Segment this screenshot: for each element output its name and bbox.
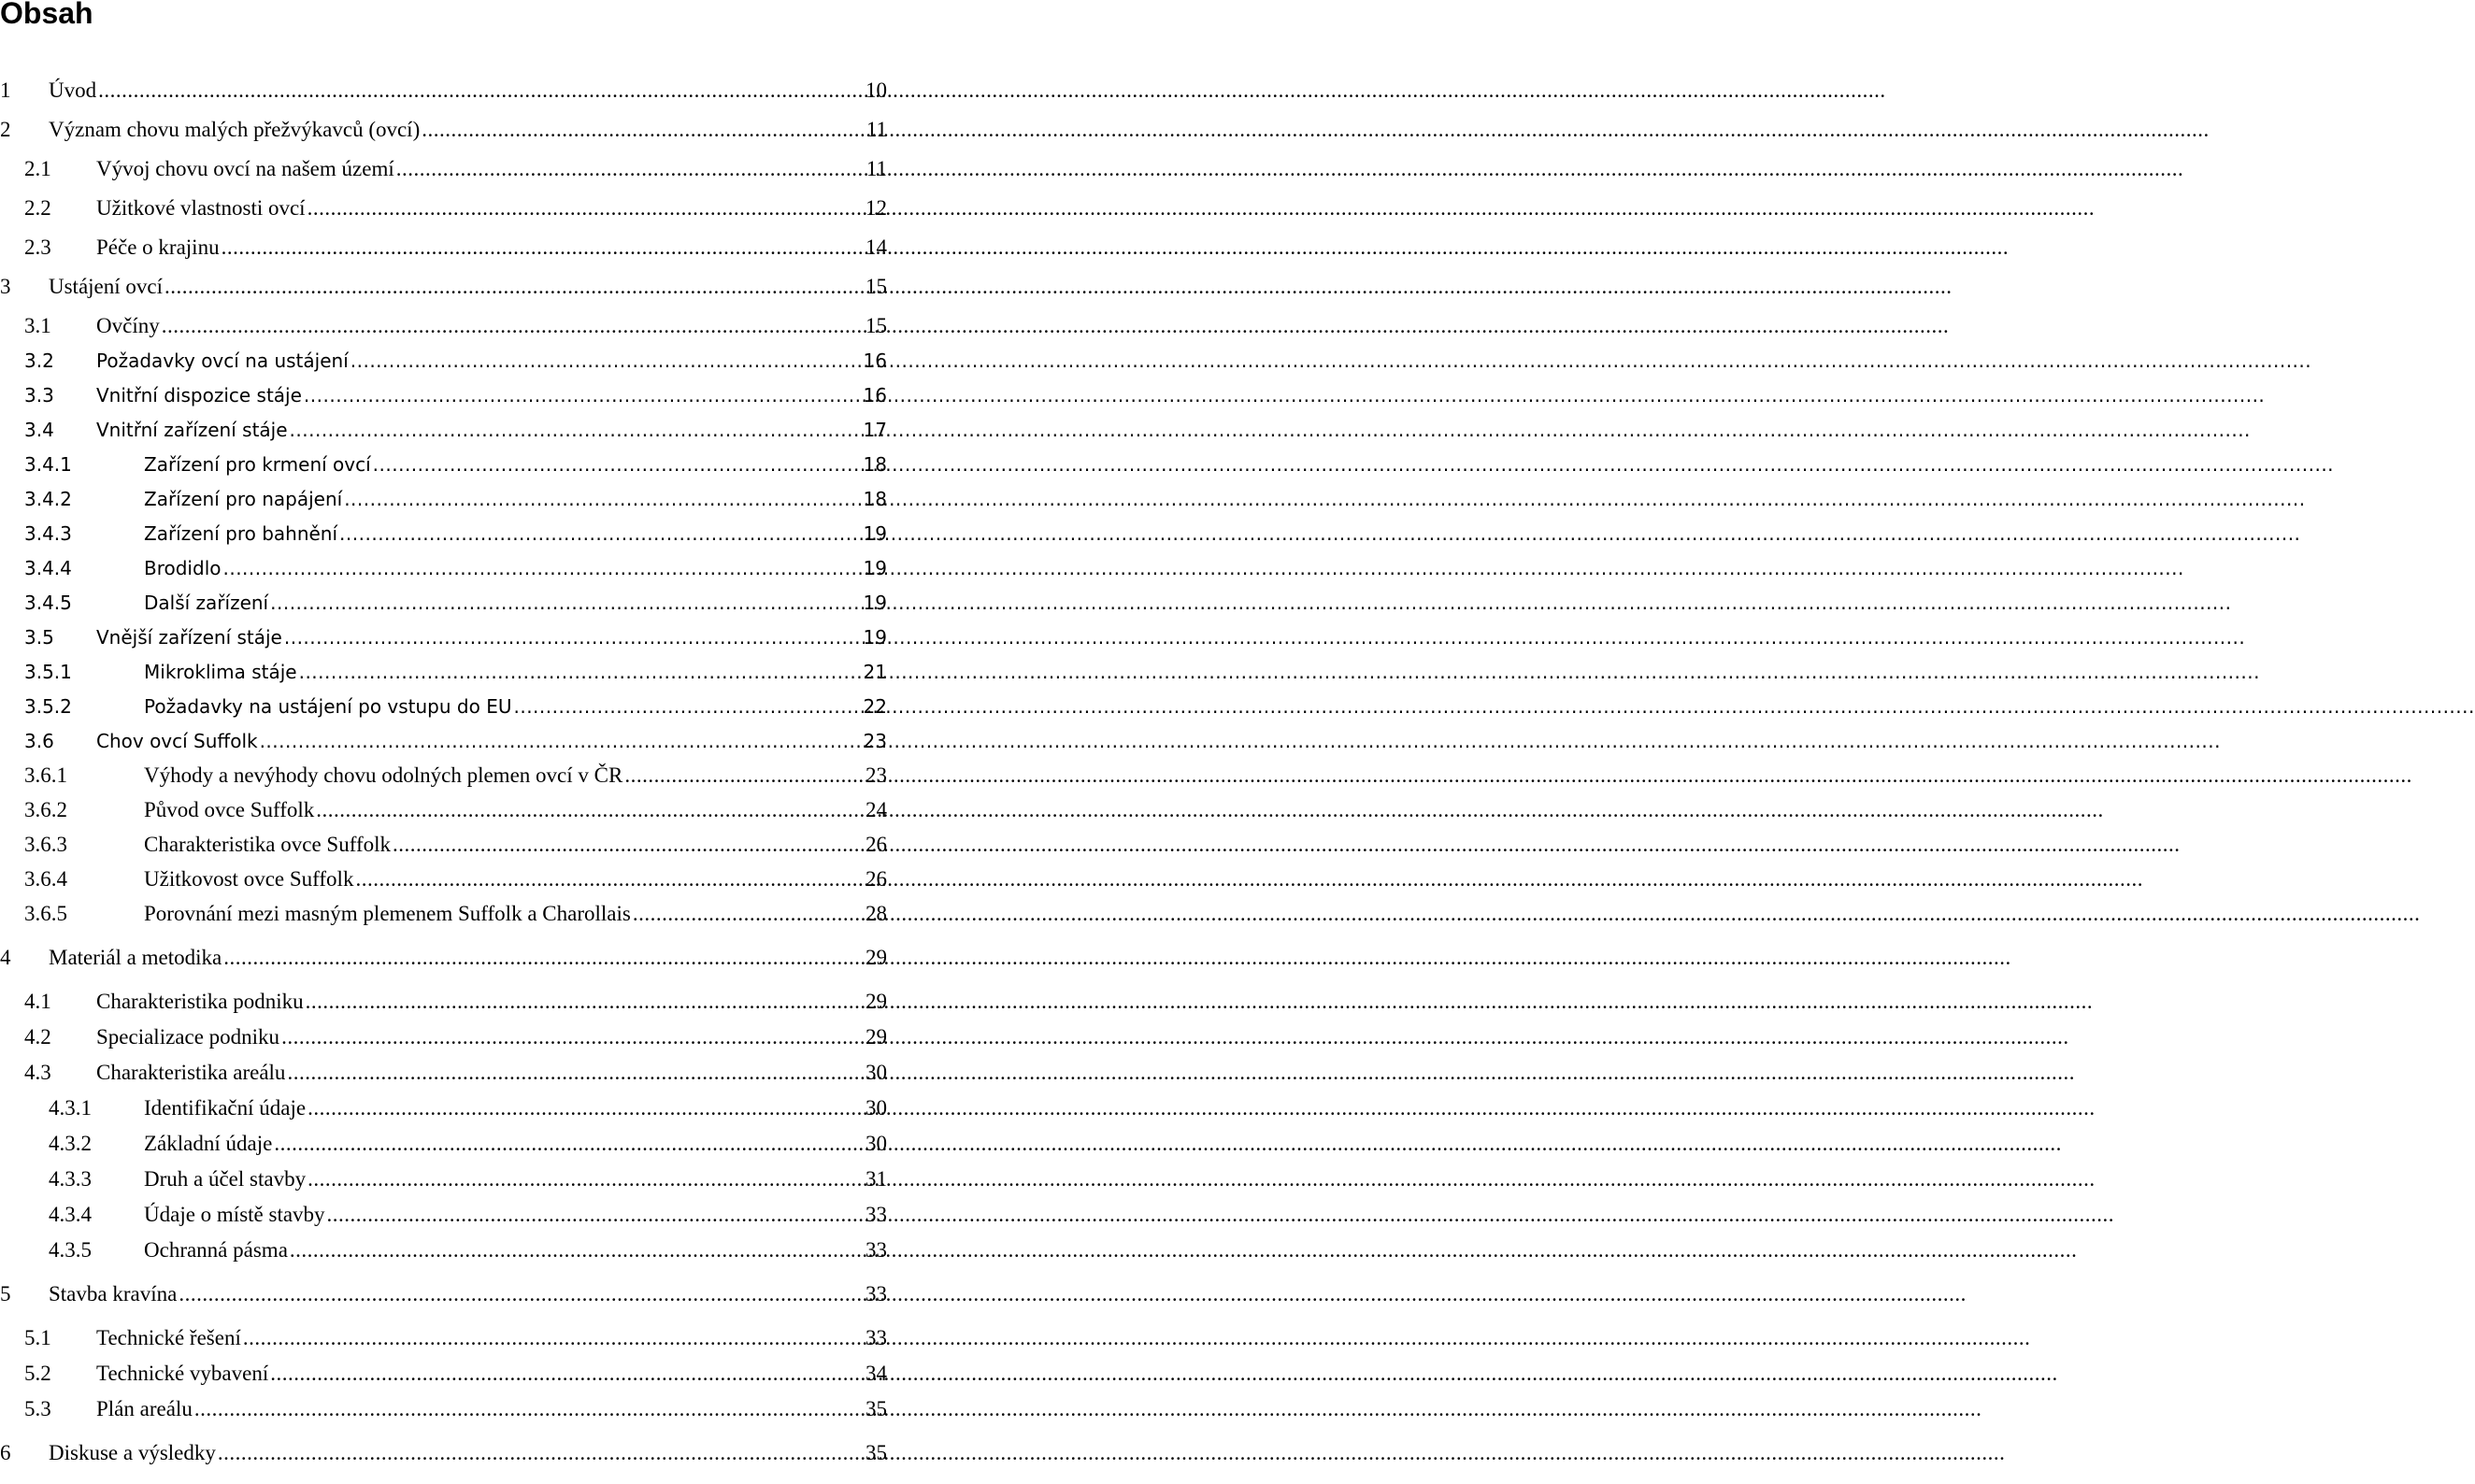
toc-entry-page-number: 29 [866, 946, 887, 969]
toc-entry-title: Chov ovcí Suffolk [96, 730, 258, 752]
dot-leader [290, 416, 861, 444]
toc-entry-title: Vývoj chovu ovcí na našem území [96, 157, 394, 180]
toc-entry[interactable] [0, 347, 887, 375]
dot-leader [222, 234, 863, 262]
toc-entry-number: 3.5.1 [24, 661, 72, 683]
dot-leader [287, 1059, 863, 1087]
toc-entry-title: Stavba kravína [49, 1282, 178, 1306]
dot-leader [290, 1236, 863, 1264]
toc-entry-number: 5.2 [24, 1362, 51, 1385]
dot-leader [513, 692, 860, 721]
toc-entry[interactable] [0, 1059, 887, 1087]
toc-entry-number: 3.1 [24, 314, 51, 337]
toc-entry-page-number: 33 [866, 1326, 887, 1349]
toc-entry[interactable] [0, 1236, 887, 1264]
toc-entry[interactable] [0, 692, 887, 721]
toc-entry-title: Ochranná pásma [144, 1238, 288, 1262]
toc-entry-page-number: 33 [866, 1282, 887, 1306]
toc-entry-number: 3.4.1 [24, 453, 72, 476]
toc-entry-page-number: 26 [866, 867, 887, 891]
toc-entry-title: Ovčíny [96, 314, 160, 337]
toc-entry-title: Úvod [49, 78, 97, 102]
toc-entry[interactable] [0, 1439, 887, 1467]
toc-entry-title: Charakteristika podniku [96, 990, 304, 1013]
toc-entry[interactable] [0, 194, 887, 222]
toc-entry-title: Vnitřní dispozice stáje [96, 384, 302, 407]
toc-entry-title: Diskuse a výsledky [49, 1441, 216, 1464]
dot-leader [393, 831, 863, 859]
toc-entry-title: Zařízení pro napájení [144, 488, 343, 510]
dot-leader [274, 1130, 863, 1158]
toc-entry-page-number: 33 [866, 1238, 887, 1262]
toc-entry[interactable] [0, 1360, 887, 1388]
dot-leader [260, 727, 861, 755]
toc-entry-page-number: 30 [866, 1061, 887, 1084]
toc-entry-number: 3.4.3 [24, 522, 72, 545]
dot-leader [422, 116, 864, 144]
toc-entry-page-number: 22 [863, 695, 887, 718]
dot-leader [327, 1201, 863, 1229]
toc-entry-number: 4.3 [24, 1061, 51, 1084]
toc-entry[interactable] [0, 727, 887, 755]
toc-entry-number: 3.6 [24, 730, 54, 752]
toc-entry-number: 4.2 [24, 1025, 51, 1049]
toc-entry-number: 3.6.1 [24, 763, 67, 787]
toc-entry-page-number: 29 [866, 990, 887, 1013]
toc-entry-page-number: 35 [866, 1441, 887, 1464]
dot-leader [316, 796, 863, 824]
toc-entry[interactable] [0, 450, 887, 478]
toc-entry-title: Identifikační údaje [144, 1096, 307, 1120]
toc-entry-page-number: 35 [866, 1397, 887, 1420]
toc-entry-page-number: 28 [866, 902, 887, 925]
toc-entry-page-number: 19 [863, 592, 887, 614]
toc-entry-number: 3.6.4 [24, 867, 67, 891]
toc-entry[interactable] [0, 944, 887, 972]
toc-entry[interactable] [0, 116, 887, 144]
table-of-contents [0, 0, 897, 1484]
dot-leader [308, 1165, 863, 1193]
dot-leader [624, 762, 863, 790]
toc-entry-number: 3.4.5 [24, 592, 72, 614]
toc-entry[interactable] [0, 796, 887, 824]
toc-entry[interactable] [0, 1324, 887, 1352]
dot-leader [339, 520, 861, 548]
toc-entry-number: 5 [0, 1282, 11, 1306]
toc-entry-page-number: 11 [866, 157, 887, 180]
toc-entry-title: Původ ovce Suffolk [144, 798, 315, 821]
toc-entry-title: Zařízení pro bahnění [144, 522, 338, 545]
toc-entry-title: Užitkové vlastnosti ovcí [96, 196, 306, 220]
toc-entry[interactable] [0, 312, 887, 340]
toc-entry[interactable] [0, 900, 887, 928]
dot-leader [162, 312, 863, 340]
toc-entry-title: Význam chovu malých přežvýkavců (ovcí) [49, 118, 421, 141]
dot-leader [351, 347, 861, 375]
toc-entry[interactable] [0, 1130, 887, 1158]
toc-entry[interactable] [0, 1280, 887, 1308]
toc-entry-page-number: 29 [866, 1025, 887, 1049]
toc-entry-title: Mikroklima stáje [144, 661, 297, 683]
dot-leader [222, 554, 860, 582]
dot-leader [179, 1280, 863, 1308]
toc-entry[interactable] [0, 155, 887, 183]
toc-entry-number: 3.2 [24, 350, 54, 372]
toc-entry-page-number: 31 [866, 1167, 887, 1191]
toc-entry-number: 3.6.5 [24, 902, 67, 925]
toc-entry-number: 1 [0, 78, 11, 102]
toc-entry-title: Základní údaje [144, 1132, 273, 1155]
toc-entry-title: Charakteristika ovce Suffolk [144, 833, 392, 856]
toc-entry-title: Výhody a nevýhody chovu odolných plemen ovcí v ČR [144, 763, 623, 787]
toc-entry-number: 2 [0, 118, 11, 141]
toc-entry-title: Další zařízení [144, 592, 269, 614]
dot-leader [223, 944, 863, 972]
toc-entry[interactable] [0, 554, 887, 582]
dot-leader [98, 77, 863, 105]
toc-entry-page-number: 10 [866, 78, 887, 102]
toc-entry-title: Technické řešení [96, 1326, 241, 1349]
toc-entry-number: 3.6.2 [24, 798, 67, 821]
toc-entry[interactable] [0, 77, 887, 105]
toc-entry-title: Ustájení ovcí [49, 275, 163, 298]
toc-entry-number: 3.3 [24, 384, 54, 407]
toc-entry[interactable] [0, 831, 887, 859]
toc-entry-title: Technické vybavení [96, 1362, 269, 1385]
toc-entry-number: 2.3 [24, 235, 51, 259]
dot-leader [633, 900, 863, 928]
dot-leader [218, 1439, 863, 1467]
toc-entry[interactable] [0, 589, 887, 617]
toc-entry-page-number: 26 [866, 833, 887, 856]
toc-entry-number: 4.3.2 [49, 1132, 92, 1155]
toc-entry[interactable] [0, 623, 887, 651]
toc-entry-page-number: 21 [863, 661, 887, 683]
toc-entry[interactable] [0, 865, 887, 893]
dot-leader [270, 1360, 863, 1388]
toc-entry-number: 4.3.3 [49, 1167, 92, 1191]
toc-entry-page-number: 24 [866, 798, 887, 821]
toc-entry-page-number: 15 [866, 275, 887, 298]
dot-leader [299, 658, 861, 686]
toc-entry-number: 4.3.1 [49, 1096, 92, 1120]
dot-leader [284, 623, 861, 651]
toc-entry-number: 3 [0, 275, 11, 298]
toc-entry-number: 6 [0, 1441, 11, 1464]
dot-leader [344, 485, 860, 513]
toc-entry-title: Užitkovost ovce Suffolk [144, 867, 354, 891]
toc-entry-number: 5.1 [24, 1326, 51, 1349]
toc-entry[interactable] [0, 381, 887, 409]
toc-entry-page-number: 14 [866, 235, 887, 259]
toc-entry-page-number: 18 [863, 453, 887, 476]
toc-entry-title: Druh a účel stavby [144, 1167, 307, 1191]
toc-entry-title: Porovnání mezi masným plemenem Suffolk a Charollais [144, 902, 631, 925]
toc-entry-title: Zařízení pro krmení ovcí [144, 453, 371, 476]
toc-entry-title: Péče o krajinu [96, 235, 220, 259]
toc-entry-number: 5.3 [24, 1397, 51, 1420]
dot-leader [306, 988, 863, 1016]
page-title: Obsah [0, 0, 93, 30]
toc-entry-number: 3.4.2 [24, 488, 72, 510]
toc-entry-page-number: 16 [863, 384, 887, 407]
toc-entry[interactable] [0, 416, 887, 444]
toc-entry-title: Požadavky na ustájení po vstupu do EU [144, 695, 512, 718]
toc-entry[interactable] [0, 988, 887, 1016]
toc-entry-page-number: 23 [863, 730, 887, 752]
toc-entry-number: 4 [0, 946, 11, 969]
toc-entry-title: Údaje o místě stavby [144, 1203, 325, 1226]
toc-entry[interactable] [0, 762, 887, 790]
toc-entry[interactable] [0, 1165, 887, 1193]
dot-leader [194, 1395, 863, 1423]
toc-entry[interactable] [0, 1094, 887, 1122]
toc-entry-title: Vnitřní zařízení stáje [96, 419, 288, 441]
toc-entry-page-number: 30 [866, 1096, 887, 1120]
dot-leader [373, 450, 861, 478]
toc-entry-title: Brodidlo [144, 557, 222, 579]
toc-entry[interactable] [0, 520, 887, 548]
dot-leader [355, 865, 863, 893]
toc-entry-number: 3.5.2 [24, 695, 72, 718]
dot-leader [304, 381, 861, 409]
toc-entry[interactable] [0, 273, 887, 301]
toc-entry-title: Požadavky ovcí na ustájení [96, 350, 349, 372]
toc-entry-number: 4.3.5 [49, 1238, 92, 1262]
toc-entry-page-number: 18 [863, 488, 887, 510]
dot-leader [243, 1324, 863, 1352]
toc-entry-page-number: 33 [866, 1203, 887, 1226]
toc-entry-page-number: 12 [866, 196, 887, 220]
toc-entry[interactable] [0, 1023, 887, 1051]
toc-entry-page-number: 19 [863, 557, 887, 579]
toc-entry[interactable] [0, 1395, 887, 1423]
toc-entry[interactable] [0, 1201, 887, 1229]
dot-leader [308, 194, 863, 222]
dot-leader [165, 273, 863, 301]
toc-entry-title: Plán areálu [96, 1397, 193, 1420]
toc-entry-page-number: 15 [866, 314, 887, 337]
toc-entry-number: 3.5 [24, 626, 54, 649]
dot-leader [396, 155, 864, 183]
toc-entry-number: 3.4.4 [24, 557, 72, 579]
toc-entry-page-number: 23 [866, 763, 887, 787]
toc-entry-number: 3.4 [24, 419, 54, 441]
toc-entry-title: Specializace podniku [96, 1025, 280, 1049]
toc-entry-page-number: 19 [863, 626, 887, 649]
toc-entry-number: 3.6.3 [24, 833, 67, 856]
dot-leader [270, 589, 860, 617]
toc-entry-page-number: 16 [863, 350, 887, 372]
toc-entry-number: 2.2 [24, 196, 51, 220]
toc-entry-page-number: 11 [866, 118, 887, 141]
toc-entry-title: Charakteristika areálu [96, 1061, 286, 1084]
toc-entry-title: Vnější zařízení stáje [96, 626, 282, 649]
toc-entry[interactable] [0, 234, 887, 262]
toc-entry-number: 4.3.4 [49, 1203, 92, 1226]
toc-entry-page-number: 30 [866, 1132, 887, 1155]
toc-entry[interactable] [0, 485, 887, 513]
toc-entry-page-number: 17 [863, 419, 887, 441]
toc-entry-number: 2.1 [24, 157, 51, 180]
toc-entry-number: 4.1 [24, 990, 51, 1013]
dot-leader [308, 1094, 863, 1122]
toc-entry-title: Materiál a metodika [49, 946, 222, 969]
toc-entry-page-number: 34 [866, 1362, 887, 1385]
toc-entry-page-number: 19 [863, 522, 887, 545]
dot-leader [281, 1023, 863, 1051]
toc-entry[interactable] [0, 658, 887, 686]
